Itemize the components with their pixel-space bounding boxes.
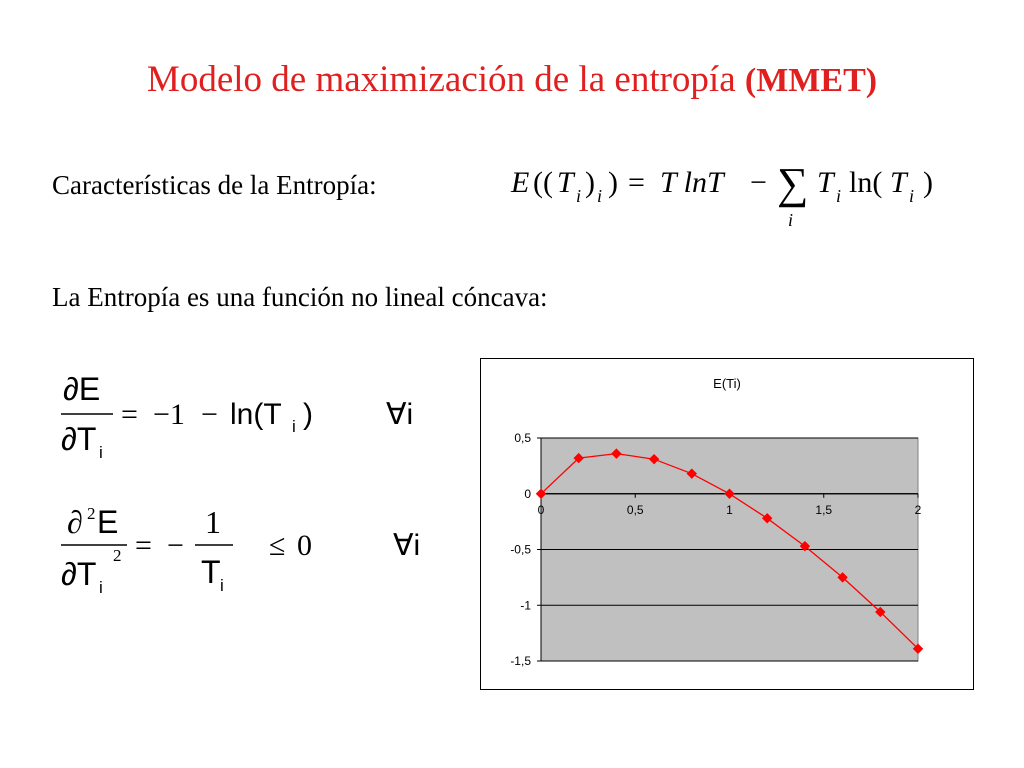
sd-fraction-den: T — [201, 554, 221, 590]
slide-title — [0, 58, 1024, 101]
entropy-T: T — [557, 166, 574, 199]
entropy-Ti-2: T — [890, 166, 907, 199]
x-tick-label: 2 — [914, 502, 922, 517]
entropy-close: ) — [923, 166, 933, 199]
fd-denominator-sub: i — [99, 443, 103, 462]
sd-numerator-exp: 2 — [87, 504, 96, 523]
entropy-sub-i-1: i — [576, 186, 582, 206]
concave-statement: La Entropía es una función no lineal cóncava: — [52, 282, 548, 312]
characteristics-label: Características de la Entropía: — [52, 170, 377, 200]
y-tick-label: -1 — [520, 598, 531, 613]
fd-equals: = — [121, 398, 138, 431]
sd-zero: 0 — [297, 529, 312, 562]
sd-minus: − — [167, 529, 184, 562]
entropy-minus: − — [750, 166, 767, 199]
sd-fraction-den-sub: i — [220, 576, 224, 595]
fd-denominator: ∂T — [61, 421, 97, 457]
fd-minus: − — [201, 398, 218, 431]
fd-forall: ∀i — [386, 398, 414, 431]
sd-denominator-exp: 2 — [113, 546, 122, 565]
sd-fraction-num: 1 — [205, 504, 221, 540]
entropy-close-outer: ) — [608, 166, 618, 199]
x-tick-label: 1 — [726, 502, 733, 517]
x-tick-label: 1,5 — [815, 502, 833, 517]
entropy-sub-i-2: i — [597, 186, 603, 206]
sd-forall: ∀i — [393, 529, 421, 562]
entropy-Ti: T — [817, 166, 834, 199]
entropy-formula — [505, 150, 965, 230]
sd-equals: = — [135, 529, 152, 562]
x-tick-label: 0,5 — [626, 502, 644, 517]
entropy-open: (( — [533, 166, 553, 199]
chart-title: E(Ti) — [713, 376, 741, 391]
fd-ln-close: ) — [303, 398, 313, 431]
entropy-sigma-sub: i — [788, 210, 794, 230]
sd-denominator-sub: i — [99, 578, 103, 597]
fd-numerator: ∂E — [63, 371, 101, 407]
entropy-close-inner: ) — [585, 166, 595, 199]
entropy-sub-i-4: i — [909, 186, 915, 206]
fd-ln: ln(T — [230, 398, 282, 431]
first-derivative-formula — [55, 362, 455, 472]
fd-rhs-const: −1 — [153, 398, 185, 431]
sd-denominator: ∂T — [61, 556, 97, 592]
y-tick-label: -1,5 — [510, 654, 531, 668]
sd-leq: ≤ — [269, 529, 286, 562]
entropy-chart — [480, 358, 974, 690]
entropy-sub-i-3: i — [836, 186, 842, 206]
sd-numerator-partial: ∂ — [67, 504, 83, 540]
sd-numerator-E: E — [97, 504, 119, 540]
y-tick-label: 0 — [524, 486, 531, 501]
y-tick-label: -0,5 — [510, 542, 531, 557]
entropy-equals: = — [628, 166, 645, 199]
y-tick-label: 0,5 — [514, 431, 531, 445]
second-derivative-formula — [55, 495, 475, 605]
entropy-ln-open: ln( — [849, 166, 883, 199]
title-acronym: (MMET) — [744, 62, 878, 99]
fd-ln-sub: i — [292, 417, 296, 436]
x-tick-label: 0 — [537, 502, 545, 517]
entropy-chart-svg — [481, 359, 973, 689]
entropy-sigma: ∑ — [777, 159, 809, 208]
entropy-TlnT: T lnT — [660, 166, 724, 199]
entropy-E: E — [511, 166, 530, 199]
title-text: Modelo de maximización de la entropía — [146, 59, 736, 100]
